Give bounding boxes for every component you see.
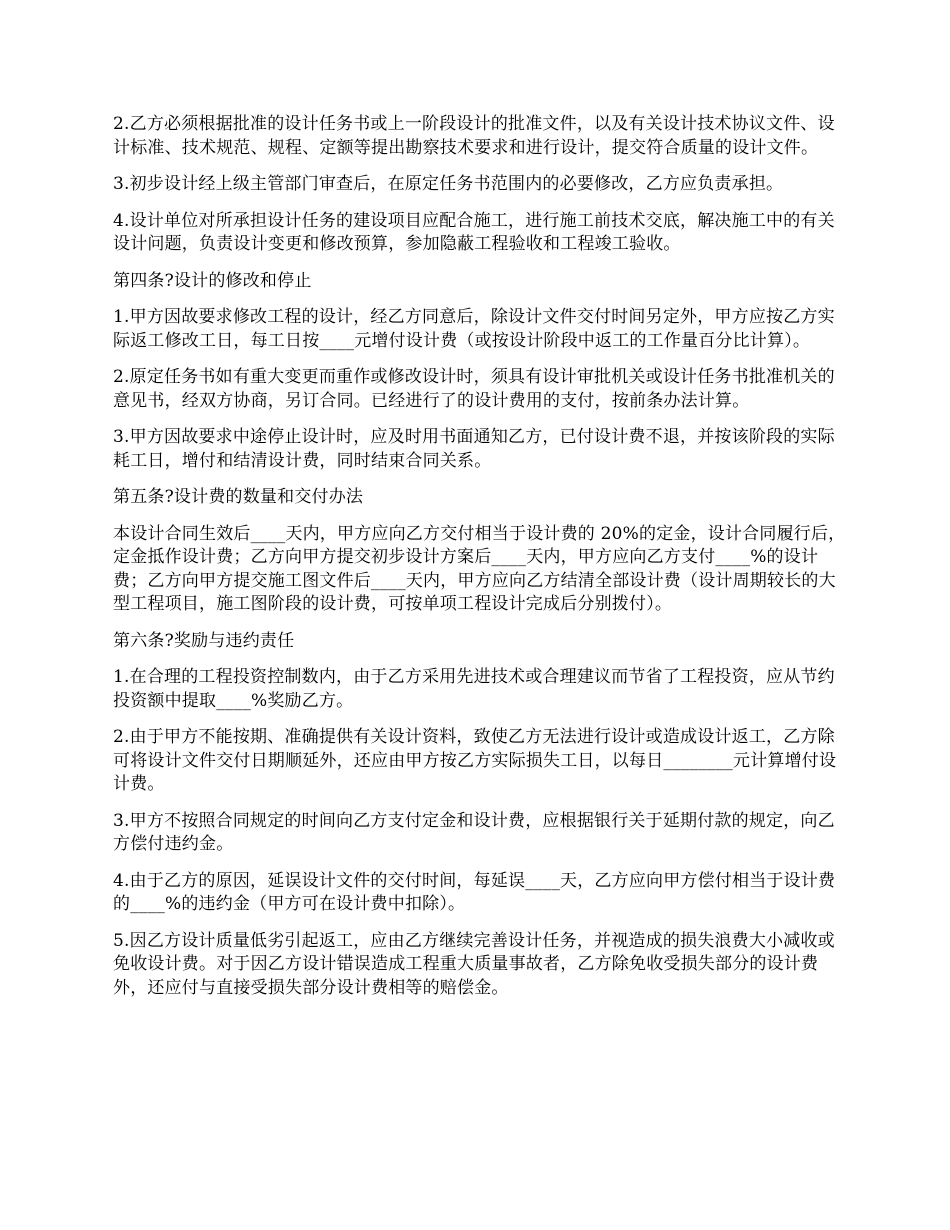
clause-paragraph: 5.因乙方设计质量低劣引起返工，应由乙方继续完善设计任务，并视造成的损失浪费大小减收或免收设计费。对于因乙方设计错误造成工程重大质量事故者，乙方除免收受损失部分的设计费外，还应付与直接受损失部分设计费相等的赔偿金。 xyxy=(113,930,835,998)
clause-paragraph: 本设计合同生效后____天内，甲方应向乙方交付相当于设计费的 20%的定金，设计合同履行后，定金抵作设计费；乙方向甲方提交初步设计方案后____天内，甲方应向乙方支付____%的设计费；乙方向甲方提交施工图文件后____天内，甲方应向乙方结清全部设计费（设计周期较长的大型工程项目，施工图阶段的设计费，可按单项工程设计完成后分别拨付）。 xyxy=(113,523,846,614)
clause-paragraph: 4.设计单位对所承担设计任务的建设项目应配合施工，进行施工前技术交底，解决施工中的有关设计问题，负责设计变更和修改预算，参加隐蔽工程验收和工程竣工验收。 xyxy=(113,210,835,254)
clause-paragraph: 3.初步设计经上级主管部门审查后，在原定任务书范围内的必要修改，乙方应负责承担。 xyxy=(113,174,784,194)
clause-paragraph: 4.由于乙方的原因，延误设计文件的交付时间，每延误____天，乙方应向甲方偿付相当于设计费的____%的违约金（甲方可在设计费中扣除）。 xyxy=(113,870,836,914)
clause-paragraph: 2.由于甲方不能按期、准确提供有关设计资料，致使乙方无法进行设计或造成设计返工，乙方除可将设计文件交付日期顺延外，还应由甲方按乙方实际损失工日，以每日________元计算增付设计费。 xyxy=(113,727,837,794)
clause-paragraph: 2.乙方必须根据批准的设计任务书或上一阶段设计的批准文件，以及有关设计技术协议文件、设计标准、技术规范、规程、定额等提出勘察技术要求和进行设计，提交符合质量的设计文件。 xyxy=(113,114,835,158)
clause-paragraph: 1.甲方因故要求修改工程的设计，经乙方同意后，除设计文件交付时间另定外，甲方应按乙方实际返工修改工日，每工日按____元增付设计费（或按设计阶段中返工的工作量百分比计算）。 xyxy=(113,307,835,351)
section-heading: 第四条?设计的修改和停止 xyxy=(113,270,312,291)
clause-paragraph: 3.甲方不按照合同规定的时间向乙方支付定金和设计费，应根据银行关于延期付款的规定，向乙方偿付违约金。 xyxy=(113,810,835,854)
section-heading: 第六条?奖励与违约责任 xyxy=(113,630,295,651)
clause-paragraph: 1.在合理的工程投资控制数内，由于乙方采用先进技术或合理建议而节省了工程投资，应从节约投资额中提取____%奖励乙方。 xyxy=(113,667,835,711)
clause-paragraph: 2.原定任务书如有重大变更而重作或修改设计时，须具有设计审批机关或设计任务书批准机关的意见书，经双方协商，另订合同。已经进行了的设计费用的支付，按前条办法计算。 xyxy=(113,367,835,411)
section-heading: 第五条?设计费的数量和交付办法 xyxy=(113,487,364,507)
clause-paragraph: 3.甲方因故要求中途停止设计时，应及时用书面通知乙方，已付设计费不退，并按该阶段的实际耗工日，增付和结清设计费，同时结束合同关系。 xyxy=(113,427,835,471)
document-body xyxy=(113,113,848,1013)
